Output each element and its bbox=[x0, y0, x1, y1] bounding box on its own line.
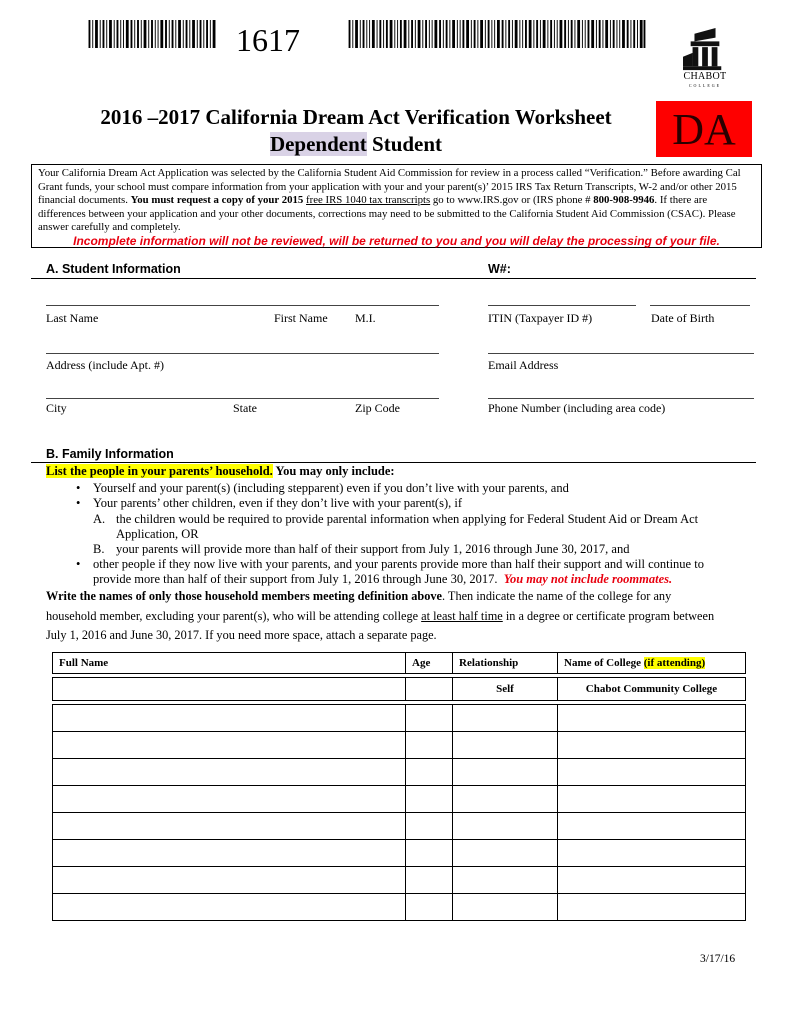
self-name-cell[interactable] bbox=[53, 678, 406, 701]
col-college-highlight: (if attending) bbox=[643, 657, 706, 669]
relationship-cell[interactable] bbox=[453, 894, 558, 921]
college-cell[interactable] bbox=[558, 813, 746, 840]
sub-b: your parents will provide more than half of their support from July 1, 2016 through June 30, 2017, and bbox=[116, 542, 630, 556]
bullet-3-cont: provide more than half of their support from July 1, 2016 through June 30, 2017. You may not include roommates. bbox=[93, 572, 673, 586]
relationship-cell[interactable] bbox=[453, 813, 558, 840]
age-cell[interactable] bbox=[406, 840, 453, 867]
college-cell[interactable] bbox=[558, 840, 746, 867]
instr-bold: Write the names of only those household members meeting definition above bbox=[46, 589, 442, 603]
irs-phone: 800-908-9946 bbox=[593, 194, 655, 207]
bullet-3: other people if they now live with your parents, and your parents provide more than half their support and will continue to bbox=[93, 557, 704, 571]
col-college: Name of College (if attending) bbox=[558, 653, 746, 674]
instr-2: household member, excluding your parent(s), who will be attending college bbox=[46, 608, 422, 623]
name-cell[interactable] bbox=[53, 786, 406, 813]
intro-text-3: . If there are differences between your application and your other documents, corrections may need to be submitted to the California Student Aid Commission (CSAC). Please answer carefully and completely. bbox=[38, 194, 736, 234]
last-name-label: Last Name bbox=[46, 311, 99, 325]
mi-label: M.I. bbox=[355, 311, 376, 325]
instr-4: July 1, 2016 and June 30, 2017. If you need more space, attach a separate page. bbox=[46, 628, 437, 642]
first-name-label: First Name bbox=[274, 311, 328, 325]
table-row bbox=[53, 759, 746, 786]
itin-label: ITIN (Taxpayer ID #) bbox=[488, 311, 593, 325]
name-cell[interactable] bbox=[53, 867, 406, 894]
table-row bbox=[53, 867, 746, 894]
city-label: City bbox=[46, 401, 67, 415]
col-relationship: Relationship bbox=[453, 653, 558, 674]
household-intro-highlight: List the people in your parents’ household bbox=[46, 464, 270, 478]
name-cell[interactable] bbox=[53, 894, 406, 921]
intro-text: Your California Dream Act Application was selected by the California Student Aid Commission for review in a process called “Verification.” Before awarding Cal Grant funds, your school must compare information from your application with your and your parent(s)’ 2015 IRS Tax Return Transcripts, W-2 and/or other 2015 financial documents. bbox=[38, 167, 741, 207]
bullet-dot: • bbox=[76, 496, 81, 510]
table-row bbox=[53, 813, 746, 840]
page-title: 2016 –2017 California Dream Act Verification Worksheet bbox=[100, 105, 612, 129]
instr-1: . Then indicate the name of the college for any bbox=[442, 589, 672, 603]
table-row bbox=[53, 732, 746, 759]
age-cell[interactable] bbox=[406, 786, 453, 813]
table-row-self bbox=[53, 678, 746, 701]
phone-input-line[interactable] bbox=[488, 398, 754, 399]
barcode-left bbox=[84, 20, 220, 48]
table-row bbox=[53, 786, 746, 813]
city-input-line[interactable] bbox=[46, 398, 439, 399]
bullet-dot: • bbox=[76, 557, 81, 571]
zip-label: Zip Code bbox=[355, 401, 400, 415]
subtitle-rest: Student bbox=[366, 132, 443, 156]
age-cell[interactable] bbox=[406, 867, 453, 894]
email-label: Email Address bbox=[488, 358, 559, 372]
college-cell[interactable] bbox=[558, 786, 746, 813]
self-college-cell: Chabot Community College bbox=[558, 678, 746, 701]
itin-input-line[interactable] bbox=[488, 305, 636, 306]
section-a-rule bbox=[31, 278, 756, 279]
address-label: Address (include Apt. #) bbox=[46, 358, 164, 372]
section-a-title: A. Student Information bbox=[46, 262, 181, 276]
logo-wordmark: CHABOT bbox=[683, 71, 727, 82]
household-instructions bbox=[46, 587, 766, 646]
instr-3: in a degree or certificate program between bbox=[502, 608, 715, 623]
bullet-2: Your parents’ other children, even if they don’t live with your parent(s), if bbox=[93, 496, 463, 510]
chabot-logo-icon bbox=[676, 28, 734, 72]
household-intro-rest: You may only include: bbox=[272, 464, 395, 478]
sub-a-mark: A. bbox=[93, 512, 106, 526]
relationship-cell[interactable] bbox=[453, 786, 558, 813]
dob-label: Date of Birth bbox=[651, 311, 715, 325]
age-cell[interactable] bbox=[406, 732, 453, 759]
table-row bbox=[53, 705, 746, 732]
subtitle-highlight: Dependent bbox=[269, 132, 367, 156]
col-age: Age bbox=[406, 653, 453, 674]
college-cell[interactable] bbox=[558, 759, 746, 786]
sub-b-mark: B. bbox=[93, 542, 105, 556]
intro-bold: You must request a copy of your 2015 bbox=[130, 194, 304, 207]
name-cell[interactable] bbox=[53, 705, 406, 732]
relationship-cell[interactable] bbox=[453, 705, 558, 732]
page-subtitle bbox=[66, 131, 646, 157]
age-cell[interactable] bbox=[406, 813, 453, 840]
age-cell[interactable] bbox=[406, 894, 453, 921]
household-table bbox=[52, 652, 746, 921]
revision-date: 3/17/16 bbox=[700, 953, 736, 965]
intro-text-2: go to www.IRS.gov or (IRS phone # bbox=[430, 194, 594, 207]
college-cell[interactable] bbox=[558, 705, 746, 732]
dob-input-line[interactable] bbox=[650, 305, 750, 306]
self-relationship-cell: Self bbox=[453, 678, 558, 701]
no-roommates-note: You may not include roommates bbox=[503, 572, 669, 586]
intro-warning: Incomplete information will not be reviewed, will be returned to you and you will delay the processing of your file. bbox=[73, 234, 720, 248]
relationship-cell[interactable] bbox=[453, 732, 558, 759]
name-input-line[interactable] bbox=[46, 305, 439, 306]
relationship-cell[interactable] bbox=[453, 759, 558, 786]
name-cell[interactable] bbox=[53, 813, 406, 840]
phone-label: Phone Number (including area code) bbox=[488, 401, 666, 415]
col-full-name: Full Name bbox=[53, 653, 406, 674]
name-cell[interactable] bbox=[53, 732, 406, 759]
sub-a-cont: Application, OR bbox=[116, 527, 199, 541]
bullet-1: Yourself and your parent(s) (including stepparent) even if you don’t live with your parents, and bbox=[93, 481, 569, 495]
table-row bbox=[53, 840, 746, 867]
relationship-cell[interactable] bbox=[453, 840, 558, 867]
form-number: 1617 bbox=[236, 22, 300, 58]
w-number-label: W#: bbox=[488, 262, 511, 276]
barcode-right bbox=[338, 20, 656, 48]
name-cell[interactable] bbox=[53, 840, 406, 867]
name-cell[interactable] bbox=[53, 759, 406, 786]
sub-a: the children would be required to provide parental information when applying for Federal Student Aid or Dream Act bbox=[116, 512, 699, 526]
state-label: State bbox=[233, 401, 257, 415]
bullet-dot: • bbox=[76, 481, 81, 495]
age-cell[interactable] bbox=[406, 759, 453, 786]
self-age-cell[interactable] bbox=[406, 678, 453, 701]
bullet-3-cont-text: provide more than half of their support from July 1, 2016 through June 30, 2017. bbox=[93, 572, 504, 586]
college-cell[interactable] bbox=[558, 867, 746, 894]
da-badge: DA bbox=[656, 101, 752, 157]
email-input-line[interactable] bbox=[488, 353, 754, 354]
college-cell[interactable] bbox=[558, 732, 746, 759]
instr-underline: at least half time bbox=[421, 608, 503, 623]
logo-subtext: COLLEGE bbox=[688, 83, 722, 88]
household-intro: List the people in your parents’ household. You may only include: bbox=[46, 464, 395, 478]
intro-box bbox=[31, 164, 762, 248]
section-b-title: B. Family Information bbox=[46, 447, 174, 461]
address-input-line[interactable] bbox=[46, 353, 439, 354]
relationship-cell[interactable] bbox=[453, 867, 558, 894]
table-header-row bbox=[53, 653, 746, 674]
college-cell[interactable] bbox=[558, 894, 746, 921]
table-row bbox=[53, 894, 746, 921]
age-cell[interactable] bbox=[406, 705, 453, 732]
irs-transcript-link[interactable]: free IRS 1040 tax transcripts bbox=[306, 194, 431, 207]
